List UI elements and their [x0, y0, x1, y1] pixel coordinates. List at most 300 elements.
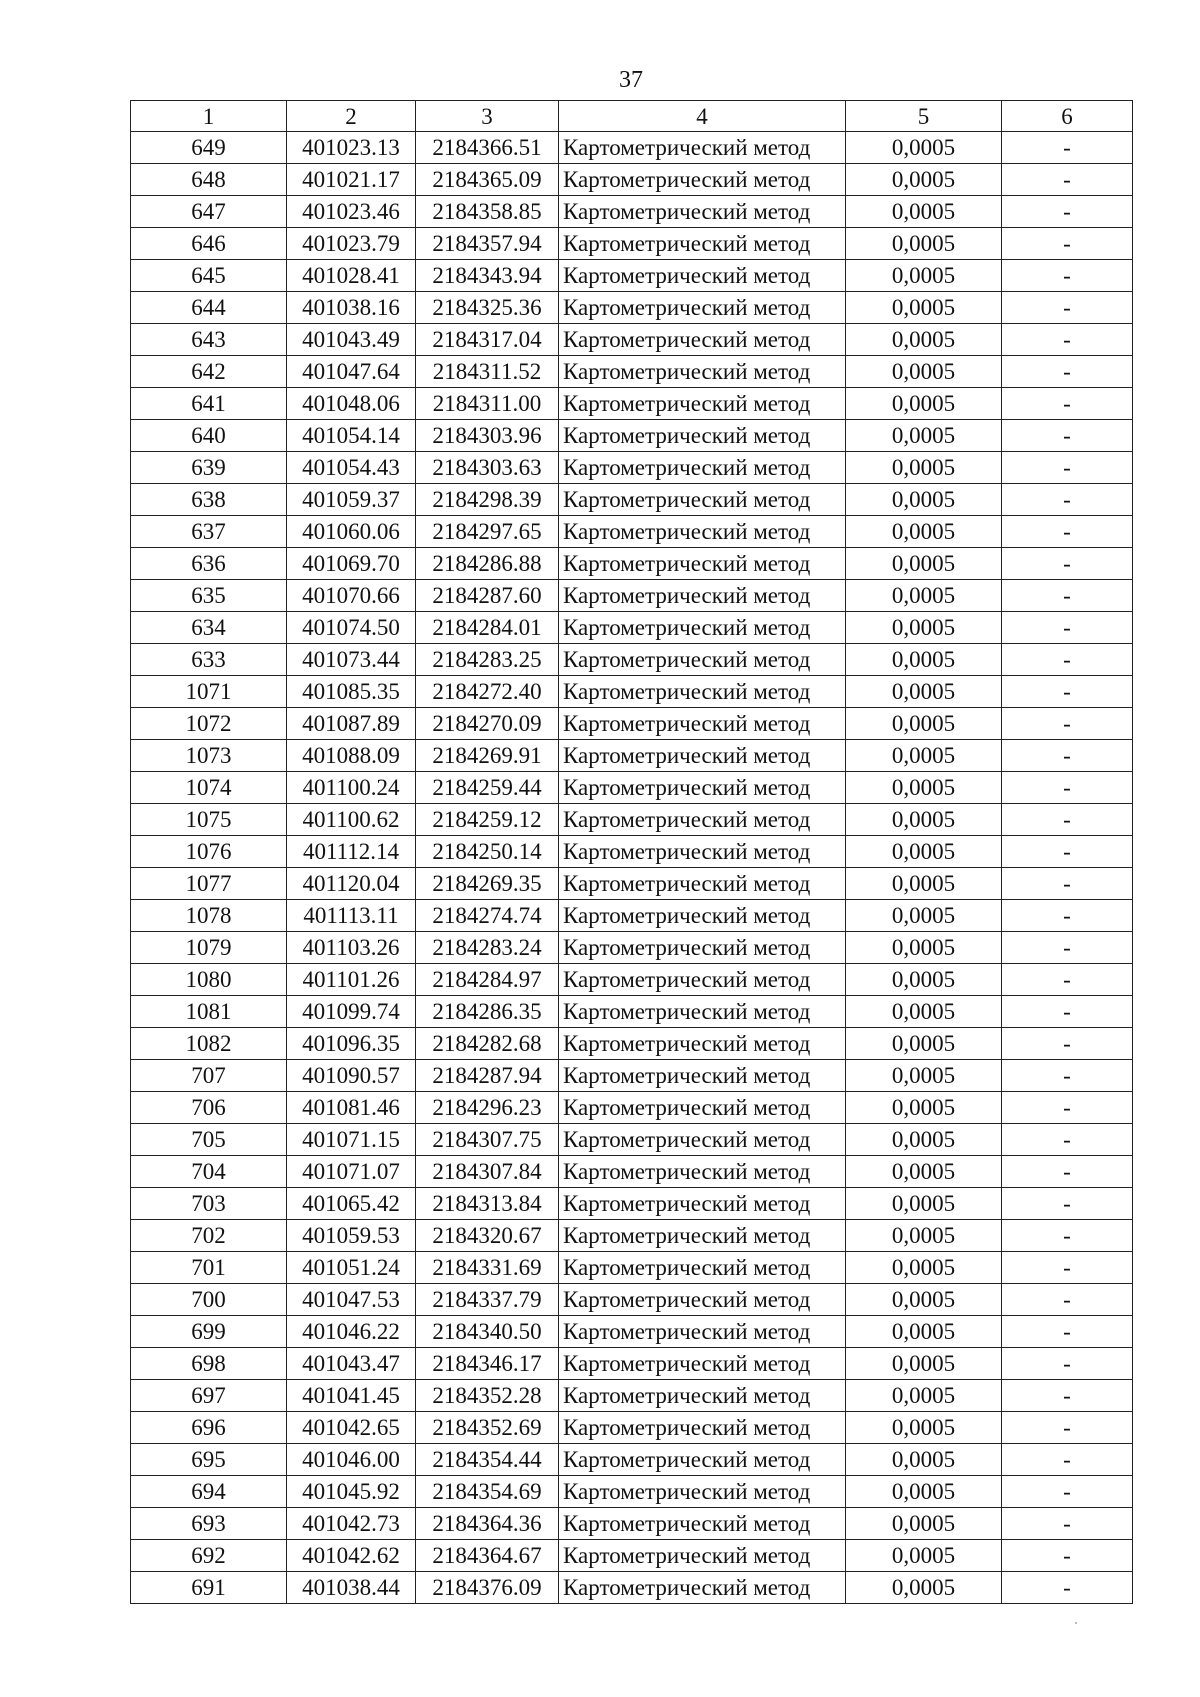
note-cell: -: [1002, 196, 1133, 228]
table-row: [131, 1060, 1133, 1092]
note-cell: -: [1002, 1220, 1133, 1252]
method-cell: Картометрический метод: [559, 388, 846, 420]
accuracy-cell: 0,0005: [846, 452, 1002, 484]
y-coordinate-cell: 2184296.23: [416, 1092, 559, 1124]
point-number-cell: 645: [131, 260, 287, 292]
note-cell: -: [1002, 452, 1133, 484]
page-number: 37: [619, 67, 643, 93]
x-coordinate-cell: 401043.49: [287, 324, 416, 356]
table-row: [131, 740, 1133, 772]
x-coordinate-cell: 401060.06: [287, 516, 416, 548]
method-cell: Картометрический метод: [559, 228, 846, 260]
table-row: [131, 1188, 1133, 1220]
x-coordinate-cell: 401088.09: [287, 740, 416, 772]
x-coordinate-cell: 401112.14: [287, 836, 416, 868]
table-row: [131, 132, 1133, 164]
method-cell: Картометрический метод: [559, 292, 846, 324]
x-coordinate-cell: 401065.42: [287, 1188, 416, 1220]
header-row: [131, 101, 1133, 132]
note-cell: -: [1002, 836, 1133, 868]
method-cell: Картометрический метод: [559, 1124, 846, 1156]
y-coordinate-cell: 2184297.65: [416, 516, 559, 548]
y-coordinate-cell: 2184313.84: [416, 1188, 559, 1220]
y-coordinate-cell: 2184307.84: [416, 1156, 559, 1188]
point-number-cell: 698: [131, 1348, 287, 1380]
note-cell: -: [1002, 1348, 1133, 1380]
accuracy-cell: 0,0005: [846, 644, 1002, 676]
method-cell: Картометрический метод: [559, 484, 846, 516]
note-cell: -: [1002, 900, 1133, 932]
note-cell: -: [1002, 868, 1133, 900]
coordinates-table: [130, 100, 1133, 1604]
method-cell: Картометрический метод: [559, 324, 846, 356]
y-coordinate-cell: 2184376.09: [416, 1572, 559, 1604]
note-cell: -: [1002, 1060, 1133, 1092]
point-number-cell: 635: [131, 580, 287, 612]
point-number-cell: 691: [131, 1572, 287, 1604]
table-row: [131, 996, 1133, 1028]
note-cell: -: [1002, 1540, 1133, 1572]
x-coordinate-cell: 401059.53: [287, 1220, 416, 1252]
note-cell: -: [1002, 1028, 1133, 1060]
accuracy-cell: 0,0005: [846, 356, 1002, 388]
note-cell: -: [1002, 1188, 1133, 1220]
method-cell: Картометрический метод: [559, 1092, 846, 1124]
note-cell: -: [1002, 356, 1133, 388]
y-coordinate-cell: 2184286.88: [416, 548, 559, 580]
y-coordinate-cell: 2184354.69: [416, 1476, 559, 1508]
y-coordinate-cell: 2184331.69: [416, 1252, 559, 1284]
y-coordinate-cell: 2184311.52: [416, 356, 559, 388]
note-cell: -: [1002, 1092, 1133, 1124]
point-number-cell: 696: [131, 1412, 287, 1444]
table-row: [131, 484, 1133, 516]
point-number-cell: 633: [131, 644, 287, 676]
method-cell: Картометрический метод: [559, 1316, 846, 1348]
method-cell: Картометрический метод: [559, 1572, 846, 1604]
accuracy-cell: 0,0005: [846, 132, 1002, 164]
table-row: [131, 516, 1133, 548]
accuracy-cell: 0,0005: [846, 484, 1002, 516]
note-cell: -: [1002, 772, 1133, 804]
x-coordinate-cell: 401045.92: [287, 1476, 416, 1508]
method-cell: Картометрический метод: [559, 612, 846, 644]
accuracy-cell: 0,0005: [846, 1540, 1002, 1572]
y-coordinate-cell: 2184283.24: [416, 932, 559, 964]
y-coordinate-cell: 2184343.94: [416, 260, 559, 292]
y-coordinate-cell: 2184354.44: [416, 1444, 559, 1476]
point-number-cell: 1080: [131, 964, 287, 996]
table-body: [131, 132, 1133, 1604]
y-coordinate-cell: 2184337.79: [416, 1284, 559, 1316]
note-cell: -: [1002, 580, 1133, 612]
table-row: [131, 836, 1133, 868]
point-number-cell: 1082: [131, 1028, 287, 1060]
method-cell: Картометрический метод: [559, 1220, 846, 1252]
x-coordinate-cell: 401081.46: [287, 1092, 416, 1124]
point-number-cell: 693: [131, 1508, 287, 1540]
point-number-cell: 634: [131, 612, 287, 644]
x-coordinate-cell: 401046.22: [287, 1316, 416, 1348]
table-row: [131, 900, 1133, 932]
column-header: 5: [846, 101, 1002, 132]
note-cell: -: [1002, 1380, 1133, 1412]
point-number-cell: 707: [131, 1060, 287, 1092]
method-cell: Картометрический метод: [559, 1476, 846, 1508]
x-coordinate-cell: 401051.24: [287, 1252, 416, 1284]
accuracy-cell: 0,0005: [846, 676, 1002, 708]
y-coordinate-cell: 2184303.96: [416, 420, 559, 452]
table-row: [131, 964, 1133, 996]
y-coordinate-cell: 2184364.36: [416, 1508, 559, 1540]
point-number-cell: 705: [131, 1124, 287, 1156]
note-cell: -: [1002, 1252, 1133, 1284]
note-cell: -: [1002, 996, 1133, 1028]
table-row: [131, 260, 1133, 292]
x-coordinate-cell: 401048.06: [287, 388, 416, 420]
point-number-cell: 706: [131, 1092, 287, 1124]
point-number-cell: 700: [131, 1284, 287, 1316]
column-header: 6: [1002, 101, 1133, 132]
accuracy-cell: 0,0005: [846, 164, 1002, 196]
accuracy-cell: 0,0005: [846, 868, 1002, 900]
note-cell: -: [1002, 260, 1133, 292]
table-row: [131, 1316, 1133, 1348]
table-row: [131, 1508, 1133, 1540]
accuracy-cell: 0,0005: [846, 1380, 1002, 1412]
x-coordinate-cell: 401047.53: [287, 1284, 416, 1316]
method-cell: Картометрический метод: [559, 996, 846, 1028]
x-coordinate-cell: 401054.14: [287, 420, 416, 452]
y-coordinate-cell: 2184357.94: [416, 228, 559, 260]
accuracy-cell: 0,0005: [846, 388, 1002, 420]
note-cell: -: [1002, 388, 1133, 420]
point-number-cell: 694: [131, 1476, 287, 1508]
point-number-cell: 1075: [131, 804, 287, 836]
method-cell: Картометрический метод: [559, 132, 846, 164]
method-cell: Картометрический метод: [559, 420, 846, 452]
x-coordinate-cell: 401042.73: [287, 1508, 416, 1540]
table-row: [131, 196, 1133, 228]
note-cell: -: [1002, 964, 1133, 996]
x-coordinate-cell: 401120.04: [287, 868, 416, 900]
method-cell: Картометрический метод: [559, 740, 846, 772]
x-coordinate-cell: 401071.07: [287, 1156, 416, 1188]
point-number-cell: 648: [131, 164, 287, 196]
method-cell: Картометрический метод: [559, 1412, 846, 1444]
table-row: [131, 1124, 1133, 1156]
accuracy-cell: 0,0005: [846, 548, 1002, 580]
y-coordinate-cell: 2184259.44: [416, 772, 559, 804]
y-coordinate-cell: 2184320.67: [416, 1220, 559, 1252]
point-number-cell: 646: [131, 228, 287, 260]
y-coordinate-cell: 2184364.67: [416, 1540, 559, 1572]
table-row: [131, 1284, 1133, 1316]
method-cell: Картометрический метод: [559, 548, 846, 580]
x-coordinate-cell: 401103.26: [287, 932, 416, 964]
point-number-cell: 1081: [131, 996, 287, 1028]
accuracy-cell: 0,0005: [846, 804, 1002, 836]
x-coordinate-cell: 401071.15: [287, 1124, 416, 1156]
accuracy-cell: 0,0005: [846, 836, 1002, 868]
table-row: [131, 1092, 1133, 1124]
note-cell: -: [1002, 804, 1133, 836]
note-cell: -: [1002, 676, 1133, 708]
method-cell: Картометрический метод: [559, 164, 846, 196]
x-coordinate-cell: 401041.45: [287, 1380, 416, 1412]
accuracy-cell: 0,0005: [846, 420, 1002, 452]
accuracy-cell: 0,0005: [846, 964, 1002, 996]
accuracy-cell: 0,0005: [846, 1188, 1002, 1220]
x-coordinate-cell: 401023.13: [287, 132, 416, 164]
x-coordinate-cell: 401021.17: [287, 164, 416, 196]
x-coordinate-cell: 401070.66: [287, 580, 416, 612]
accuracy-cell: 0,0005: [846, 740, 1002, 772]
method-cell: Картометрический метод: [559, 1284, 846, 1316]
accuracy-cell: 0,0005: [846, 1508, 1002, 1540]
y-coordinate-cell: 2184259.12: [416, 804, 559, 836]
y-coordinate-cell: 2184325.36: [416, 292, 559, 324]
method-cell: Картометрический метод: [559, 1444, 846, 1476]
y-coordinate-cell: 2184274.74: [416, 900, 559, 932]
method-cell: Картометрический метод: [559, 1380, 846, 1412]
accuracy-cell: 0,0005: [846, 580, 1002, 612]
note-cell: -: [1002, 1124, 1133, 1156]
point-number-cell: 636: [131, 548, 287, 580]
x-coordinate-cell: 401074.50: [287, 612, 416, 644]
method-cell: Картометрический метод: [559, 772, 846, 804]
x-coordinate-cell: 401069.70: [287, 548, 416, 580]
x-coordinate-cell: 401038.44: [287, 1572, 416, 1604]
accuracy-cell: 0,0005: [846, 292, 1002, 324]
accuracy-cell: 0,0005: [846, 1156, 1002, 1188]
y-coordinate-cell: 2184287.94: [416, 1060, 559, 1092]
y-coordinate-cell: 2184283.25: [416, 644, 559, 676]
x-coordinate-cell: 401042.62: [287, 1540, 416, 1572]
accuracy-cell: 0,0005: [846, 772, 1002, 804]
accuracy-cell: 0,0005: [846, 996, 1002, 1028]
table-row: [131, 932, 1133, 964]
point-number-cell: 697: [131, 1380, 287, 1412]
y-coordinate-cell: 2184269.91: [416, 740, 559, 772]
y-coordinate-cell: 2184269.35: [416, 868, 559, 900]
accuracy-cell: 0,0005: [846, 1284, 1002, 1316]
table-row: [131, 1444, 1133, 1476]
method-cell: Картометрический метод: [559, 804, 846, 836]
accuracy-cell: 0,0005: [846, 1092, 1002, 1124]
accuracy-cell: 0,0005: [846, 196, 1002, 228]
note-cell: -: [1002, 1444, 1133, 1476]
point-number-cell: 644: [131, 292, 287, 324]
point-number-cell: 703: [131, 1188, 287, 1220]
y-coordinate-cell: 2184307.75: [416, 1124, 559, 1156]
accuracy-cell: 0,0005: [846, 1124, 1002, 1156]
x-coordinate-cell: 401046.00: [287, 1444, 416, 1476]
method-cell: Картометрический метод: [559, 356, 846, 388]
table-row: [131, 868, 1133, 900]
note-cell: -: [1002, 612, 1133, 644]
method-cell: Картометрический метод: [559, 868, 846, 900]
note-cell: -: [1002, 516, 1133, 548]
x-coordinate-cell: 401113.11: [287, 900, 416, 932]
accuracy-cell: 0,0005: [846, 1412, 1002, 1444]
note-cell: -: [1002, 292, 1133, 324]
point-number-cell: 649: [131, 132, 287, 164]
table-row: [131, 356, 1133, 388]
accuracy-cell: 0,0005: [846, 1444, 1002, 1476]
y-coordinate-cell: 2184366.51: [416, 132, 559, 164]
point-number-cell: 637: [131, 516, 287, 548]
table-row: [131, 1572, 1133, 1604]
accuracy-cell: 0,0005: [846, 1572, 1002, 1604]
accuracy-cell: 0,0005: [846, 708, 1002, 740]
note-cell: -: [1002, 1284, 1133, 1316]
column-header: 1: [131, 101, 287, 132]
point-number-cell: 647: [131, 196, 287, 228]
note-cell: -: [1002, 324, 1133, 356]
table-row: [131, 580, 1133, 612]
y-coordinate-cell: 2184358.85: [416, 196, 559, 228]
table-row: [131, 804, 1133, 836]
method-cell: Картометрический метод: [559, 1252, 846, 1284]
table-row: [131, 1156, 1133, 1188]
point-number-cell: 1071: [131, 676, 287, 708]
note-cell: -: [1002, 1156, 1133, 1188]
point-number-cell: 640: [131, 420, 287, 452]
table-header: [131, 101, 1133, 132]
x-coordinate-cell: 401101.26: [287, 964, 416, 996]
note-cell: -: [1002, 164, 1133, 196]
method-cell: Картометрический метод: [559, 1028, 846, 1060]
y-coordinate-cell: 2184303.63: [416, 452, 559, 484]
note-cell: -: [1002, 1476, 1133, 1508]
note-cell: -: [1002, 1508, 1133, 1540]
table-row: [131, 1252, 1133, 1284]
scan-artifact: [1075, 1622, 1077, 1624]
accuracy-cell: 0,0005: [846, 1220, 1002, 1252]
note-cell: -: [1002, 1572, 1133, 1604]
point-number-cell: 641: [131, 388, 287, 420]
table-row: [131, 676, 1133, 708]
accuracy-cell: 0,0005: [846, 324, 1002, 356]
x-coordinate-cell: 401059.37: [287, 484, 416, 516]
x-coordinate-cell: 401028.41: [287, 260, 416, 292]
point-number-cell: 695: [131, 1444, 287, 1476]
x-coordinate-cell: 401096.35: [287, 1028, 416, 1060]
method-cell: Картометрический метод: [559, 900, 846, 932]
note-cell: -: [1002, 484, 1133, 516]
accuracy-cell: 0,0005: [846, 1060, 1002, 1092]
x-coordinate-cell: 401054.43: [287, 452, 416, 484]
table-row: [131, 708, 1133, 740]
method-cell: Картометрический метод: [559, 1348, 846, 1380]
method-cell: Картометрический метод: [559, 708, 846, 740]
table-row: [131, 420, 1133, 452]
y-coordinate-cell: 2184250.14: [416, 836, 559, 868]
note-cell: -: [1002, 548, 1133, 580]
note-cell: -: [1002, 1412, 1133, 1444]
method-cell: Картометрический метод: [559, 452, 846, 484]
note-cell: -: [1002, 708, 1133, 740]
table-row: [131, 1348, 1133, 1380]
x-coordinate-cell: 401085.35: [287, 676, 416, 708]
method-cell: Картометрический метод: [559, 196, 846, 228]
point-number-cell: 699: [131, 1316, 287, 1348]
note-cell: -: [1002, 228, 1133, 260]
table-row: [131, 1412, 1133, 1444]
y-coordinate-cell: 2184298.39: [416, 484, 559, 516]
point-number-cell: 701: [131, 1252, 287, 1284]
method-cell: Картометрический метод: [559, 1540, 846, 1572]
y-coordinate-cell: 2184340.50: [416, 1316, 559, 1348]
y-coordinate-cell: 2184270.09: [416, 708, 559, 740]
method-cell: Картометрический метод: [559, 676, 846, 708]
method-cell: Картометрический метод: [559, 260, 846, 292]
x-coordinate-cell: 401087.89: [287, 708, 416, 740]
y-coordinate-cell: 2184284.97: [416, 964, 559, 996]
table-row: [131, 388, 1133, 420]
point-number-cell: 1074: [131, 772, 287, 804]
table-row: [131, 452, 1133, 484]
y-coordinate-cell: 2184317.04: [416, 324, 559, 356]
point-number-cell: 642: [131, 356, 287, 388]
table-row: [131, 1380, 1133, 1412]
accuracy-cell: 0,0005: [846, 228, 1002, 260]
y-coordinate-cell: 2184287.60: [416, 580, 559, 612]
note-cell: -: [1002, 932, 1133, 964]
point-number-cell: 1077: [131, 868, 287, 900]
x-coordinate-cell: 401073.44: [287, 644, 416, 676]
method-cell: Картометрический метод: [559, 836, 846, 868]
point-number-cell: 1073: [131, 740, 287, 772]
table-row: [131, 1028, 1133, 1060]
accuracy-cell: 0,0005: [846, 1348, 1002, 1380]
point-number-cell: 702: [131, 1220, 287, 1252]
method-cell: Картометрический метод: [559, 964, 846, 996]
table-row: [131, 612, 1133, 644]
note-cell: -: [1002, 740, 1133, 772]
accuracy-cell: 0,0005: [846, 1028, 1002, 1060]
table-row: [131, 164, 1133, 196]
y-coordinate-cell: 2184352.69: [416, 1412, 559, 1444]
table-row: [131, 1220, 1133, 1252]
note-cell: -: [1002, 1316, 1133, 1348]
point-number-cell: 643: [131, 324, 287, 356]
method-cell: Картометрический метод: [559, 1156, 846, 1188]
table-row: [131, 292, 1133, 324]
x-coordinate-cell: 401042.65: [287, 1412, 416, 1444]
point-number-cell: 639: [131, 452, 287, 484]
x-coordinate-cell: 401023.79: [287, 228, 416, 260]
accuracy-cell: 0,0005: [846, 932, 1002, 964]
accuracy-cell: 0,0005: [846, 260, 1002, 292]
method-cell: Картометрический метод: [559, 644, 846, 676]
y-coordinate-cell: 2184365.09: [416, 164, 559, 196]
table-row: [131, 772, 1133, 804]
accuracy-cell: 0,0005: [846, 900, 1002, 932]
x-coordinate-cell: 401090.57: [287, 1060, 416, 1092]
point-number-cell: 704: [131, 1156, 287, 1188]
accuracy-cell: 0,0005: [846, 612, 1002, 644]
note-cell: -: [1002, 132, 1133, 164]
accuracy-cell: 0,0005: [846, 1252, 1002, 1284]
y-coordinate-cell: 2184284.01: [416, 612, 559, 644]
table-row: [131, 324, 1133, 356]
method-cell: Картометрический метод: [559, 1508, 846, 1540]
table-row: [131, 1476, 1133, 1508]
column-header: 2: [287, 101, 416, 132]
column-header: 3: [416, 101, 559, 132]
